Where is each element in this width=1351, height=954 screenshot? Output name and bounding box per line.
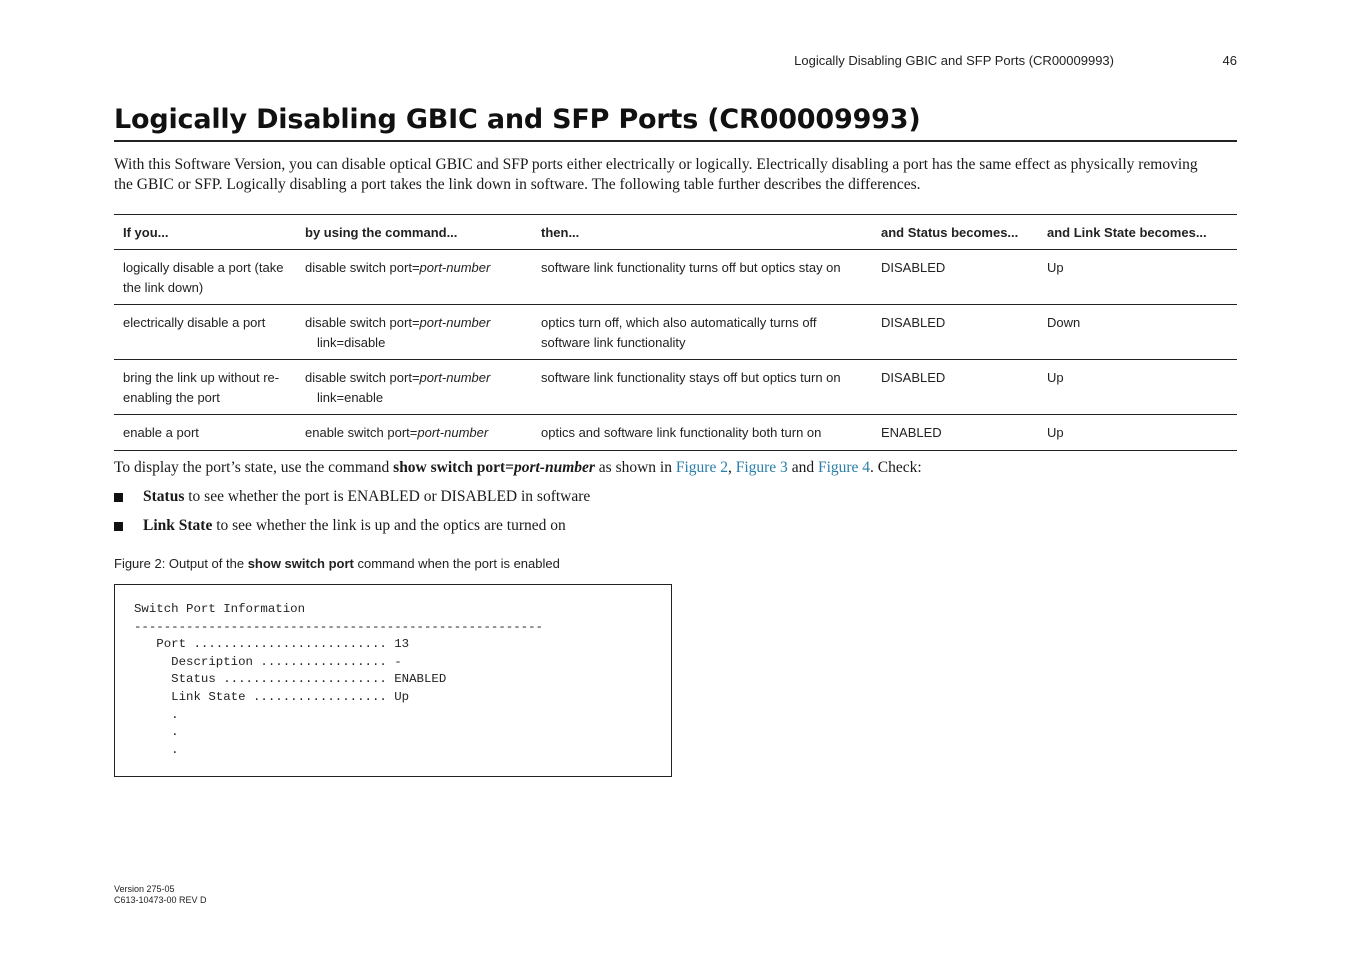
command-param: port-number — [513, 459, 595, 476]
figure-caption — [114, 556, 560, 571]
list-item — [114, 487, 590, 516]
cell-command — [296, 305, 532, 360]
list-text: to see whether the link is up and the optics are turned on — [212, 517, 566, 534]
table-row — [114, 360, 1237, 415]
command-param: port-number — [417, 425, 489, 440]
para-text: as shown in — [594, 459, 676, 476]
cell-link-state: Up — [1038, 360, 1237, 415]
cell-result: software link functionality turns off but optics stay on — [532, 250, 872, 305]
figure-4-link[interactable]: Figure 4 — [817, 459, 871, 476]
figure-3-link[interactable]: Figure 3 — [735, 459, 788, 476]
command-bold — [393, 459, 595, 476]
column-header-status: and Status becomes... — [872, 215, 1038, 250]
check-list — [114, 487, 590, 545]
command-text: show switch port= — [393, 459, 514, 476]
cell-result: optics and software link functionality both turn on — [532, 415, 872, 451]
list-item — [114, 516, 590, 545]
running-header-title: Logically Disabling GBIC and SFP Ports (CR00009993) — [794, 53, 1114, 68]
cell-action: bring the link up without re-enabling the port — [114, 360, 296, 415]
cell-command — [296, 250, 532, 305]
cell-action: logically disable a port (take the link down) — [114, 250, 296, 305]
command-text: enable switch port= — [305, 425, 418, 440]
cell-link-state: Down — [1038, 305, 1237, 360]
caption-command: show switch port — [247, 556, 354, 571]
command-text: disable switch port= — [305, 260, 420, 275]
differences-table — [114, 214, 1237, 451]
column-header-if-you: If you... — [114, 215, 296, 250]
version-text: Version 275-05 — [114, 884, 175, 894]
table-header-row — [114, 215, 1237, 250]
command-suffix: link=disable — [317, 334, 386, 350]
caption-text: Figure 2: Output of the — [114, 556, 248, 571]
display-state-paragraph — [114, 458, 922, 478]
list-text: to see whether the port is ENABLED or DISABLED in software — [184, 488, 591, 505]
cell-link-state: Up — [1038, 250, 1237, 305]
para-text: and — [787, 459, 818, 476]
list-term: Link State — [143, 517, 213, 534]
column-header-link-state: and Link State becomes... — [1038, 215, 1237, 250]
page-footer — [114, 884, 207, 906]
cell-status: DISABLED — [872, 360, 1038, 415]
list-term: Status — [143, 488, 185, 505]
command-param: port-number — [419, 260, 491, 275]
figure-2-link[interactable]: Figure 2 — [675, 459, 728, 476]
para-text: , — [727, 459, 736, 476]
cell-status: ENABLED — [872, 415, 1038, 451]
cell-status: DISABLED — [872, 305, 1038, 360]
running-header — [114, 53, 1237, 71]
page-number: 46 — [1222, 53, 1237, 68]
cell-result: software link functionality stays off but optics turn on — [532, 360, 872, 415]
cell-command — [296, 360, 532, 415]
command-param: port-number — [419, 370, 491, 385]
section-title: Logically Disabling GBIC and SFP Ports (CR00009993) — [114, 104, 1237, 142]
square-bullet-icon — [114, 522, 123, 531]
square-bullet-icon — [114, 493, 123, 502]
table-row — [114, 250, 1237, 305]
caption-text: command when the port is enabled — [353, 556, 560, 571]
cell-action: enable a port — [114, 415, 296, 451]
command-suffix: link=enable — [317, 389, 384, 405]
cell-action: electrically disable a port — [114, 305, 296, 360]
column-header-command: by using the command... — [296, 215, 532, 250]
cell-status: DISABLED — [872, 250, 1038, 305]
cell-command — [296, 415, 532, 451]
document-id: C613-10473-00 REV D — [114, 895, 207, 905]
para-text: To display the port’s state, use the command — [114, 459, 394, 476]
para-text: . Check: — [870, 459, 922, 476]
cell-link-state: Up — [1038, 415, 1237, 451]
command-output-box — [114, 584, 672, 777]
table-row — [114, 415, 1237, 451]
command-output: Switch Port Information ------------------------------------------------------- Port .......................... 13 Description ................. - Status ...................... ENABLED Link State .................. Up . . . — [134, 602, 543, 757]
command-param: port-number — [419, 315, 491, 330]
table-row — [114, 305, 1237, 360]
command-text: disable switch port= — [305, 370, 420, 385]
cell-result: optics turn off, which also automatically turns off software link functionality — [532, 305, 872, 360]
command-text: disable switch port= — [305, 315, 420, 330]
intro-paragraph: With this Software Version, you can disable optical GBIC and SFP ports either electrically or logically. Electrically disabling a port has the same effect as physically removing the GBIC or SFP. Logically disabling a port takes the link down in software. The following table further describes the differences. — [114, 156, 1198, 193]
column-header-then: then... — [532, 215, 872, 250]
